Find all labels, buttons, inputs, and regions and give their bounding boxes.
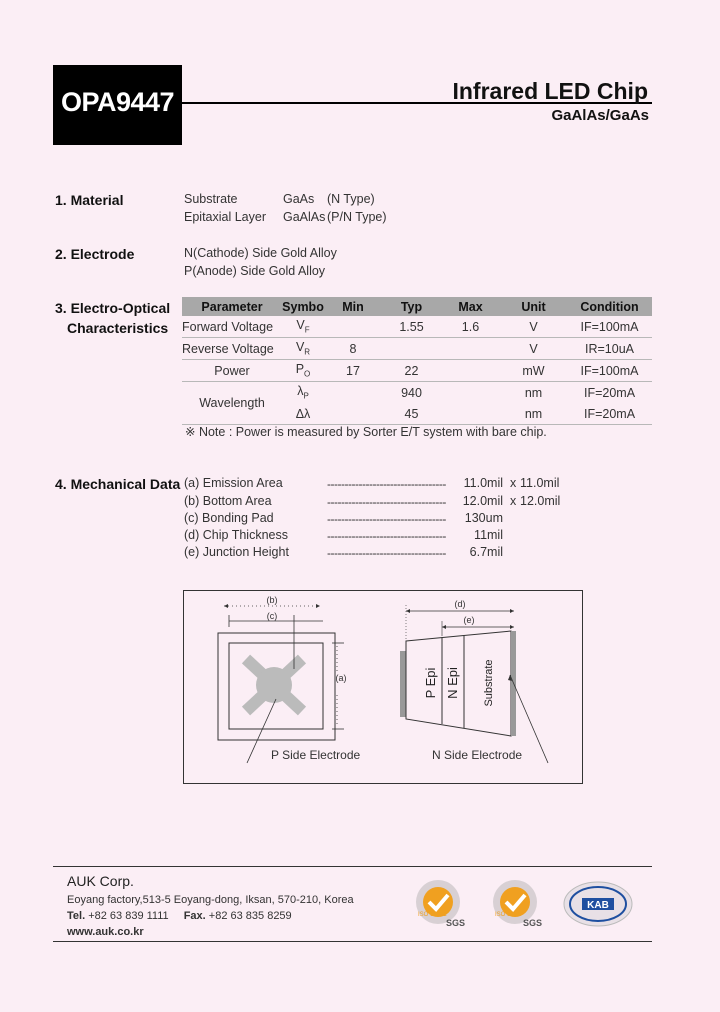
material-type: (P/N Type): [327, 210, 387, 224]
mech-label: (e) Junction Height: [184, 545, 289, 559]
unit-cell: nm: [500, 403, 567, 425]
min-cell: [324, 316, 382, 338]
max-cell: [441, 338, 500, 360]
table-header-row: [182, 297, 652, 316]
mech-value2: 12.0mil: [520, 494, 561, 508]
eo-heading: 3. Electro-Optical: [55, 300, 171, 316]
cert1-brand: SGS: [446, 918, 466, 928]
electrode-line: N(Cathode) Side Gold Alloy: [184, 246, 337, 260]
min-cell: 8: [324, 338, 382, 360]
condition-cell: IF=100mA: [567, 360, 652, 382]
mech-value: 12.0mil: [462, 494, 503, 508]
p-side-label: P Side Electrode: [271, 748, 361, 762]
eo-heading-2: Characteristics: [67, 320, 169, 336]
unit-cell: mW: [500, 360, 567, 382]
material-type: (N Type): [327, 192, 375, 206]
page-title: Infrared LED Chip: [452, 78, 648, 104]
mech-label: (a) Emission Area: [184, 476, 283, 490]
condition-cell: IF=100mA: [567, 316, 652, 338]
company-name: AUK Corp.: [67, 873, 134, 889]
mech-value: 130um: [464, 511, 503, 525]
tel-label: Tel.: [67, 910, 86, 922]
kab-seal: [562, 878, 636, 935]
mech-label: (d) Chip Thickness: [184, 528, 288, 542]
max-cell: 1.6: [441, 316, 500, 338]
unit-cell: V: [500, 338, 567, 360]
col-header: Condition: [567, 297, 652, 316]
table-row: [182, 360, 652, 382]
min-cell: 17: [324, 360, 382, 382]
max-cell: [441, 360, 500, 382]
typ-cell: [382, 338, 441, 360]
fax-value: +82 63 835 8259: [208, 910, 292, 922]
param-cell: Forward Voltage: [182, 316, 282, 338]
chip-diagram-svg: [184, 591, 582, 783]
material-heading: 1. Material: [55, 192, 124, 208]
param-cell: Reverse Voltage: [182, 338, 282, 360]
symbol-cell: $V_R$: [282, 338, 324, 360]
mech-dashes: ----------------------------------: [327, 512, 446, 526]
part-number-box: [53, 65, 182, 145]
table-row: [182, 338, 652, 360]
footer-rule-top: [53, 866, 652, 867]
cert1-text: ISO 14001: [418, 912, 447, 918]
layer-p-epi: P Epi: [423, 667, 438, 699]
mechanical-heading: 4. Mechanical Data: [55, 476, 181, 492]
chip-diagram: [183, 590, 583, 784]
mech-value: 11mil: [474, 528, 503, 542]
material-value: GaAlAs: [283, 210, 326, 224]
electrode-heading: 2. Electrode: [55, 246, 135, 262]
cert2-brand: SGS: [523, 918, 543, 928]
fax-label: Fax.: [183, 910, 206, 922]
mech-value2: 11.0mil: [520, 476, 560, 490]
typ-cell: 940: [401, 385, 422, 400]
page-subtitle: GaAlAs/GaAs: [551, 107, 649, 124]
symbol-cell: $V_F$: [282, 316, 324, 338]
electro-optical-table: [182, 297, 652, 425]
param-cell: Wavelength: [182, 382, 282, 425]
material-label: Substrate: [184, 192, 238, 206]
condition-cell: IR=10uA: [567, 338, 652, 360]
dim-label-a: (a): [335, 673, 347, 683]
cert2-text: ISO 9001: [495, 912, 521, 918]
top-view: [218, 604, 344, 763]
mech-x: x: [510, 476, 517, 490]
symbol-cell: $\lambda_P$: [297, 384, 309, 401]
mech-value: 11.0mil: [463, 476, 503, 490]
mech-label: (b) Bottom Area: [184, 494, 272, 508]
mech-dashes: ----------------------------------: [327, 477, 446, 491]
n-side-label: N Side Electrode: [432, 748, 523, 762]
table-row: [182, 316, 652, 338]
iso14001-seal: [408, 878, 474, 935]
footer-rule-bottom: [53, 941, 652, 942]
col-header: Unit: [500, 297, 567, 316]
cert3-text: KAB: [587, 900, 609, 911]
col-header: Parameter: [182, 297, 282, 316]
max-cell: [441, 403, 500, 425]
dim-label-c: (c): [266, 611, 278, 621]
eo-note: ※ Note : Power is measured by Sorter E/T system with bare chip.: [185, 425, 547, 439]
condition-cell: IF=20mA: [567, 403, 652, 425]
electrode-line: P(Anode) Side Gold Alloy: [184, 264, 326, 278]
max-cell: [441, 382, 500, 404]
unit-cell: V: [500, 316, 567, 338]
layer-n-epi: N Epi: [445, 667, 460, 699]
col-header: Min: [324, 297, 382, 316]
symbol-cell: Δλ: [282, 403, 324, 425]
condition-cell: IF=20mA: [583, 385, 636, 400]
min-cell: [324, 403, 382, 425]
mech-value: 6.7mil: [469, 545, 503, 559]
param-cell: Power: [182, 360, 282, 382]
table-row: [182, 382, 652, 404]
min-cell: [324, 382, 382, 404]
typ-cell: 45: [382, 403, 441, 425]
company-contact: [67, 910, 292, 922]
typ-cell: 22: [382, 360, 441, 382]
tel-value: +82 63 839 1111: [88, 910, 169, 922]
dim-label-b: (b): [266, 595, 278, 605]
dim-label-d: (d): [454, 599, 466, 609]
company-website[interactable]: www.auk.co.kr: [67, 926, 144, 938]
layer-substrate: Substrate: [483, 659, 495, 707]
company-address: Eoyang factory,513-5 Eoyang-dong, Iksan, 570-210, Korea: [67, 894, 354, 906]
mech-dashes: ----------------------------------: [327, 546, 446, 560]
symbol-cell: $P_O$: [282, 360, 324, 382]
mech-label: (c) Bonding Pad: [184, 511, 274, 525]
material-label: Epitaxial Layer: [184, 210, 266, 224]
mech-dashes: ----------------------------------: [327, 495, 446, 509]
dim-label-e: (e): [463, 615, 475, 625]
col-header: Symbo: [282, 297, 324, 316]
mech-x: x: [510, 494, 517, 508]
col-header: Typ: [382, 297, 441, 316]
part-number: OPA9447: [60, 87, 175, 117]
unit-cell: nm: [524, 385, 543, 400]
col-header: Max: [441, 297, 500, 316]
material-value: GaAs: [283, 192, 315, 206]
mech-dashes: ----------------------------------: [327, 529, 446, 543]
iso9001-seal: [485, 878, 551, 935]
typ-cell: 1.55: [382, 316, 441, 338]
